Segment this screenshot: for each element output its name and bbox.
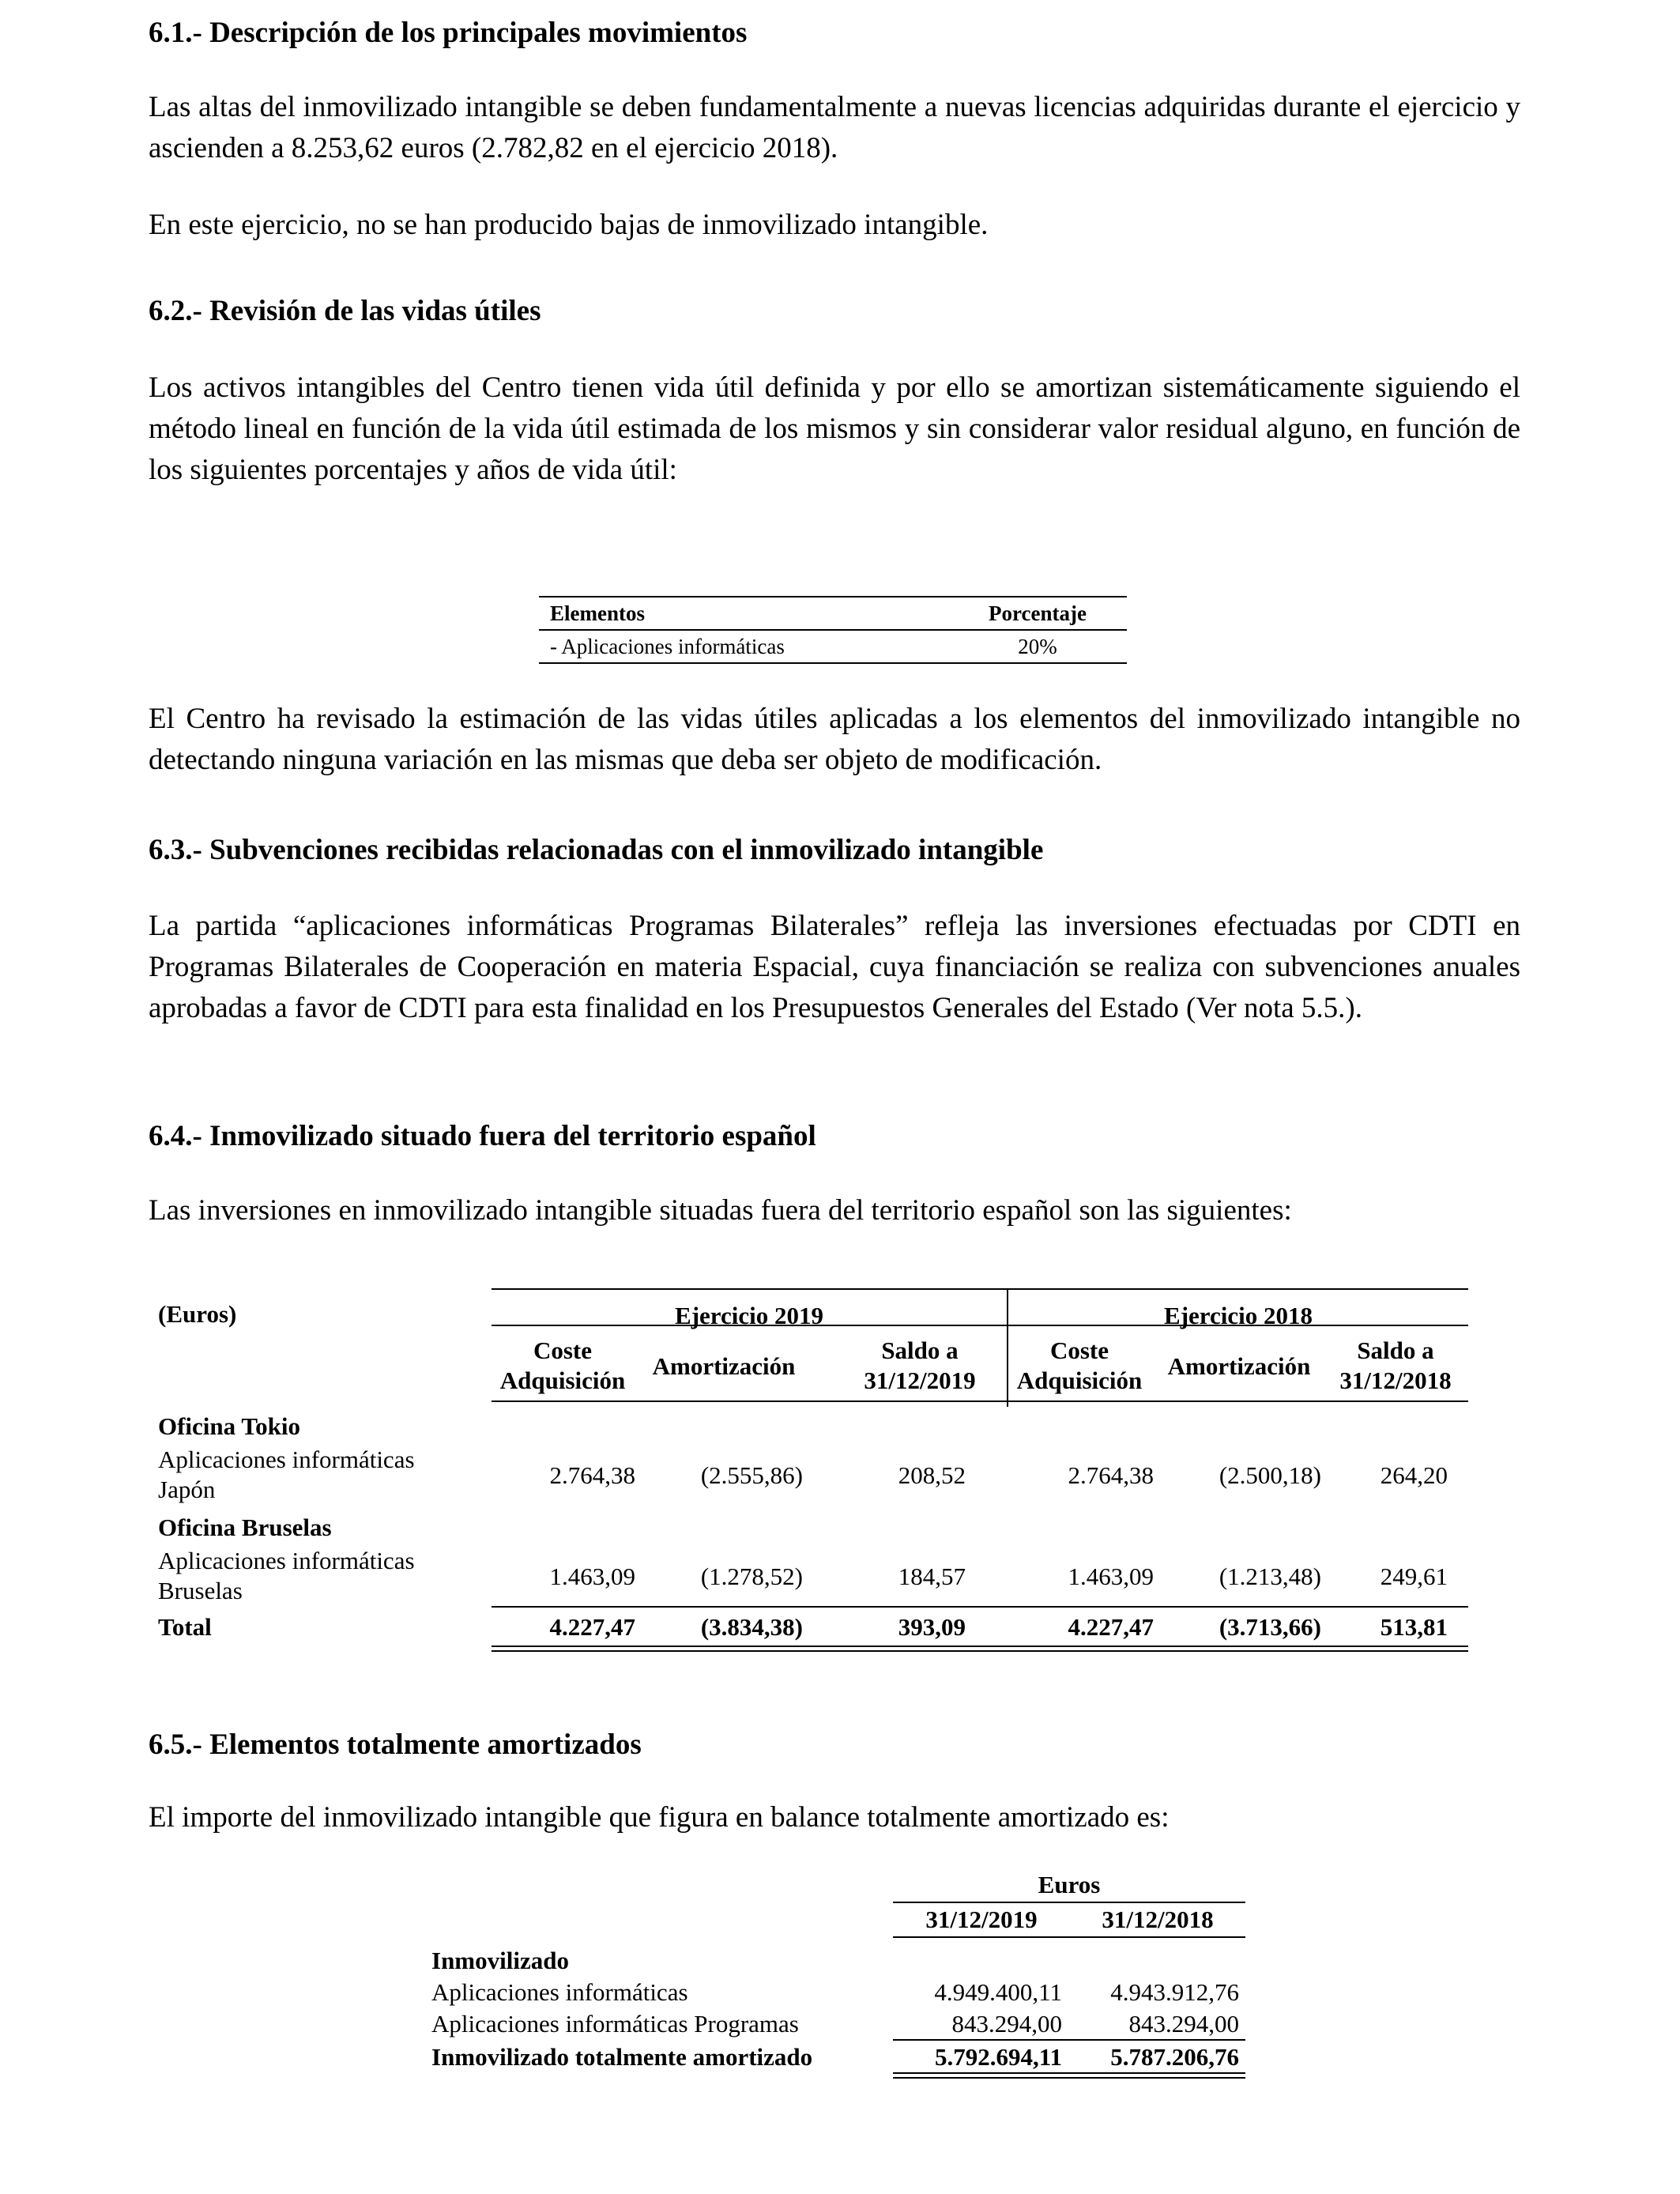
table-rule (893, 1902, 1245, 1903)
table-rule (492, 1646, 1468, 1647)
year-2018-header: Ejercicio 2018 (1164, 1302, 1313, 1329)
section-6-1-paragraph-1: Las altas del inmovilizado intangible se deben fundamentalmente a nuevas licencias adquiridas durante el ejercicio y ascienden a 8.253,62 euros (2.782,82 en el ejercicio 2018). (149, 91, 1520, 164)
column-header-porcentaje: Porcentaje (989, 601, 1087, 625)
table-row-label: - Aplicaciones informáticas (550, 635, 785, 658)
column-header-coste: Coste Adquisición (1016, 1336, 1143, 1394)
year-2019-header: Ejercicio 2019 (675, 1302, 823, 1329)
section-6-5-paragraph-1: El importe del inmovilizado intangible que figura en balance totalmente amortizado es: (149, 1801, 1170, 1834)
table-rule (893, 2072, 1245, 2074)
section-6-2-paragraph-2: El Centro ha revisado la estimación de las vidas útiles aplicadas a los elementos del inmovilizado intangible no detectando ninguna variación en las mismas que deba ser objeto de modificación. (149, 703, 1520, 776)
column-header-amortizacion: Amortización (652, 1352, 796, 1380)
table-cell: 843.294,00 (951, 2010, 1062, 2038)
section-6-4-paragraph-1: Las inversiones en inmovilizado intangible situadas fuera del territorio español son las siguientes: (149, 1194, 1292, 1227)
table-cell: 513,81 (1380, 1613, 1448, 1641)
table-rule (492, 1325, 1468, 1326)
section-6-5-heading: 6.5.- Elementos totalmente amortizados (149, 1728, 642, 1761)
table-cell: (2.500,18) (1219, 1461, 1321, 1489)
table-cell: 393,09 (898, 1613, 966, 1641)
table-cell: 5.787.206,76 (1110, 2043, 1239, 2071)
group-label-tokio: Oficina Tokio (158, 1412, 301, 1440)
table-cell: 1.463,09 (549, 1563, 635, 1590)
table-rule (492, 1288, 1468, 1290)
table-rule (539, 662, 1127, 664)
column-header-coste: Coste Adquisición (499, 1336, 626, 1394)
column-header-amortizacion: Amortización (1167, 1352, 1311, 1380)
group-label-inmovilizado: Inmovilizado (431, 1947, 569, 1974)
table-cell: 2.764,38 (549, 1461, 635, 1489)
table-cell: (1.213,48) (1219, 1563, 1321, 1590)
group-label-bruselas: Oficina Bruselas (158, 1514, 332, 1541)
table-rule (893, 2077, 1245, 2079)
table-cell: (3.834,38) (700, 1613, 803, 1641)
table-rule (492, 1606, 1468, 1608)
table-cell: 208,52 (898, 1461, 966, 1489)
section-6-3-paragraph-1: La partida “aplicaciones informáticas Programas Bilaterales” refleja las inversiones efectuadas por CDTI en Programas Bilaterales de Cooperación en materia Espacial, cuya financiación se realiza con subvenciones anuales aprobadas a favor de CDTI para esta finalidad en los Presupuestos Generales del Estado (Ver nota 5.5.). (149, 910, 1520, 1024)
column-header-2019: 31/12/2019 (925, 1906, 1038, 1933)
table-cell: 264,20 (1380, 1461, 1448, 1489)
table-rule (492, 1400, 1468, 1402)
table-cell: 4.949.400,11 (934, 1978, 1062, 2006)
table-cell: (2.555,86) (700, 1461, 803, 1489)
row-label-bruselas: Aplicaciones informáticas Bruselas (158, 1547, 415, 1604)
row-label-aplicaciones: Aplicaciones informáticas (431, 1978, 688, 2006)
table-cell: 1.463,09 (1068, 1563, 1154, 1590)
table-cell: 4.227,47 (1068, 1613, 1154, 1641)
row-label-programas: Aplicaciones informáticas Programas (431, 2010, 799, 2038)
table-rule (539, 629, 1127, 631)
column-header-saldo-2019: Saldo a 31/12/2019 (864, 1336, 976, 1394)
table-cell: 2.764,38 (1068, 1461, 1154, 1489)
table-cell: 184,57 (898, 1563, 966, 1590)
section-6-1-heading: 6.1.- Descripción de los principales movimientos (149, 17, 748, 49)
column-header-saldo-2018: Saldo a 31/12/2018 (1339, 1336, 1452, 1394)
table-rule (893, 1936, 1245, 1938)
unit-label: Euros (1038, 1871, 1101, 1898)
table-cell: 5.792.694,11 (934, 2043, 1062, 2071)
table-rule (539, 596, 1127, 598)
unit-label: (Euros) (158, 1300, 237, 1328)
table-rule (893, 2039, 1245, 2041)
table-rule (492, 1650, 1468, 1652)
table-cell: 843.294,00 (1128, 2010, 1239, 2038)
table-cell: 249,61 (1380, 1563, 1448, 1590)
column-header-2018: 31/12/2018 (1102, 1906, 1214, 1933)
foreign-assets-table (149, 1288, 1492, 1668)
table-cell: 4.227,47 (549, 1613, 635, 1641)
section-6-2-heading: 6.2.- Revisión de las vidas útiles (149, 295, 541, 327)
section-6-3-heading: 6.3.- Subvenciones recibidas relacionadas con el inmovilizado intangible (149, 834, 1044, 866)
section-6-1-paragraph-2: En este ejercicio, no se han producido bajas de inmovilizado intangible. (149, 209, 989, 241)
table-row-value: 20% (1018, 635, 1057, 658)
column-header-elementos: Elementos (550, 601, 645, 625)
row-label-japon: Aplicaciones informáticas Japón (158, 1446, 415, 1503)
table-cell: 4.943.912,76 (1110, 1978, 1239, 2006)
table-cell: (1.278,52) (700, 1563, 803, 1590)
section-6-2-paragraph-1: Los activos intangibles del Centro tienen vida útil definida y por ello se amortizan sistemáticamente siguiendo el método lineal en función de la vida útil estimada de los mismos y sin considerar valor residual alguno, en función de los siguientes porcentajes y años de vida útil: (149, 371, 1520, 486)
total-label: Inmovilizado totalmente amortizado (431, 2043, 813, 2071)
fully-amortized-table (431, 1870, 1245, 2075)
table-cell: (3.713,66) (1219, 1613, 1321, 1641)
section-6-4-heading: 6.4.- Inmovilizado situado fuera del territorio español (149, 1120, 816, 1152)
total-label: Total (158, 1613, 212, 1641)
